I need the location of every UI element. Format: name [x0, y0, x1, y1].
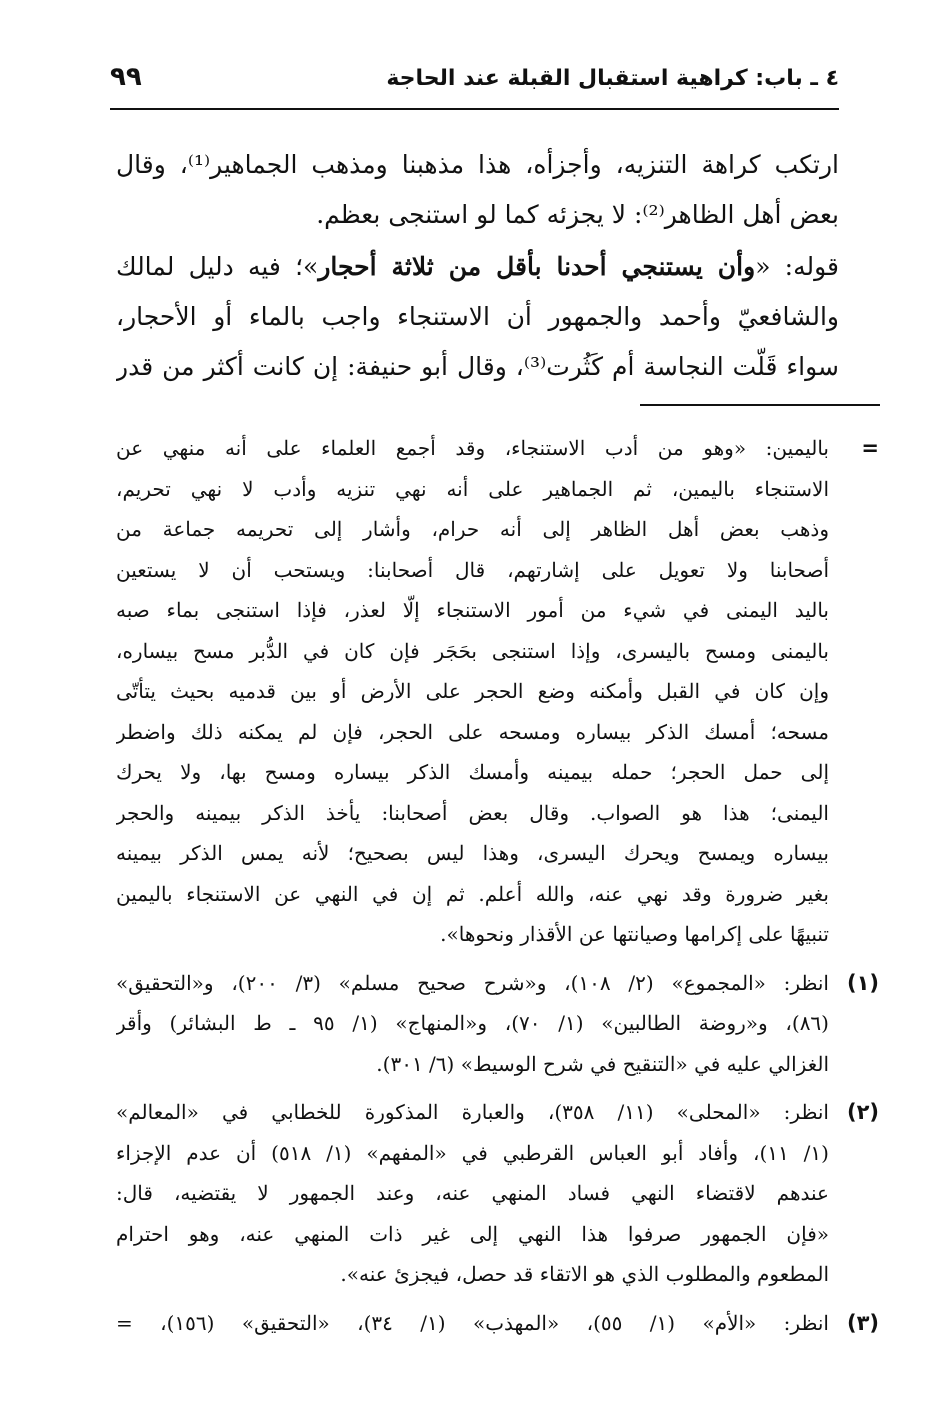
- footnote-line: وذهب بعض أهل الظاهر إلى أنه حرام، وأشار إلى تحريمه جماعة من: [116, 517, 829, 541]
- footnote-separator: [640, 404, 880, 406]
- footnote-line: (١/ ١١)، وأفاد أبو العباس القرطبي في «المفهم» (١/ ٥١٨) أن عدم الإجزاء: [116, 1140, 829, 1165]
- text-line: ارتكب كراهة التنزيه، وأجزأه، هذا مذهبنا ومذهب الجماهير⁽¹⁾، وقال: [116, 150, 839, 179]
- footnote-line: وإن كان في القبل وأمكنه وضع الحجر على الأرض أو بين قدميه بحيث يتأتّى: [116, 679, 829, 703]
- footnote-line: تنبيهًا على إكرامها وصيانتها عن الأقذار ونحوها».: [440, 922, 829, 946]
- footnote-line: باليمين: «وهو من أدب الاستنجاء، وقد أجمع العلماء على أنه منهي عن: [116, 436, 829, 460]
- footnote-line: بيساره ويمسح ويحرك اليسرى، وهذا ليس بصحيح؛ لأنه يمس الذكر بيمينه: [116, 841, 829, 865]
- footnote-line: بغير ضرورة وقد نهي عنه، والله أعلم. ثم إن في النهي عن الاستنجاء باليمين: [116, 881, 829, 906]
- quote-suffix: »؛ فيه دليل لمالك: [116, 252, 319, 281]
- footnote-line: الغزالي عليه في «التنقيح في شرح الوسيط» (٦/ ٣٠١).: [376, 1051, 829, 1076]
- footnote-continued: [116, 428, 879, 955]
- footnote-line: الاستنجاء باليمين، ثم الجماهير على أنه نهي تنزيه وأدب لا نهي تحريم،: [116, 476, 829, 501]
- main-text: [116, 140, 839, 394]
- text-line: [116, 242, 839, 292]
- footnote-line: اليمنى؛ هذا هو الصواب. وقال بعض أصحابنا: يأخذ الذكر بيمينه والحجر: [116, 800, 829, 825]
- footnote-line: باليد اليمنى في شيء من أمور الاستنجاء إلّا لعذر، فإذا استنجى بماء صبه: [116, 598, 829, 622]
- footnote-line: انظر: «الأم» (١/ ٥٥)، «المهذب» (١/ ٣٤)، «التحقيق» (١٥٦)، =: [116, 1310, 829, 1335]
- footnote-2: [116, 1092, 879, 1295]
- footnote-line: مسحه؛ أمسك الذكر بيساره ومسحه على الحجر، فإن لم يمكنه ذلك واضطر: [116, 719, 829, 744]
- footnote-marker: (١): [846, 970, 879, 995]
- text-line: والشافعيّ وأحمد والجمهور أن الاستنجاء واجب بالماء أو الأحجار،: [116, 302, 839, 331]
- paragraph-1: [116, 140, 839, 240]
- footnote-line: عندهم لاقتضاء النهي فساد المنهي عنه، وعند الجمهور لا يقتضيه، قال:: [116, 1181, 829, 1205]
- footnote-line: المطعوم والمطلوب الذي هو الاتقاء قد حصل، فيجزئ عنه».: [340, 1262, 829, 1286]
- footnotes: [116, 428, 879, 1351]
- footnote-line: إلى حمل الحجر؛ حمله بيمينه وأمسك الذكر بيساره ومسح بها، ولا يحرك: [116, 760, 829, 784]
- footnote-line: انظر: «المحلى» (١١/ ٣٥٨)، والعبارة المذكورة للخطابي في «المعالم»: [116, 1100, 829, 1124]
- footnote-line: انظر: «المجموع» (٢/ ١٠٨)، و«شرح صحيح مسلم» (٣/ ٢٠٠)، و«التحقيق»: [116, 970, 829, 995]
- footnote-line: «فإن الجمهور صرفوا هذا النهي إلى غير ذات المنهي عنه، وهو احترام: [116, 1221, 829, 1246]
- paragraph-2: [116, 242, 839, 392]
- running-header: [110, 62, 839, 100]
- footnote-marker: =: [861, 436, 879, 460]
- footnote-3: [116, 1303, 879, 1344]
- footnote-line: أصحابنا ولا تعويل على إشارتهم، قال أصحابنا: ويستحب أن لا يستعين: [116, 557, 829, 582]
- header-rule: [110, 108, 839, 110]
- footnote-1: [116, 963, 879, 1085]
- chapter-title: ٤ ـ باب: كراهية استقبال القبلة عند الحاجة: [386, 66, 839, 91]
- footnote-marker: (٣): [846, 1310, 879, 1335]
- footnote-line: باليمنى ومسح باليسرى، وإذا استنجى بحَجَر فإن كان في الدُّبر مسح بيساره،: [116, 638, 829, 663]
- hadith-quote: وأن يستنجي أحدنا بأقل من ثلاثة أحجار: [318, 252, 756, 281]
- quote-prefix: قوله: «: [755, 252, 839, 281]
- footnote-line: (٨٦)، و«روضة الطالبين» (١/ ٧٠)، و«المنهاج» (١/ ٩٥ ـ ط البشائر) وأقر: [116, 1011, 829, 1035]
- footnote-marker: (٢): [846, 1100, 879, 1124]
- text-line: بعض أهل الظاهر⁽²⁾: لا يجزئه كما لو استنجى بعظم.: [316, 200, 839, 229]
- text-line: سواء قَلّت النجاسة أم كَثُرت⁽³⁾، وقال أبو حنيفة: إن كانت أكثر من قدر: [116, 352, 839, 381]
- page-number: ٩٩: [110, 62, 142, 92]
